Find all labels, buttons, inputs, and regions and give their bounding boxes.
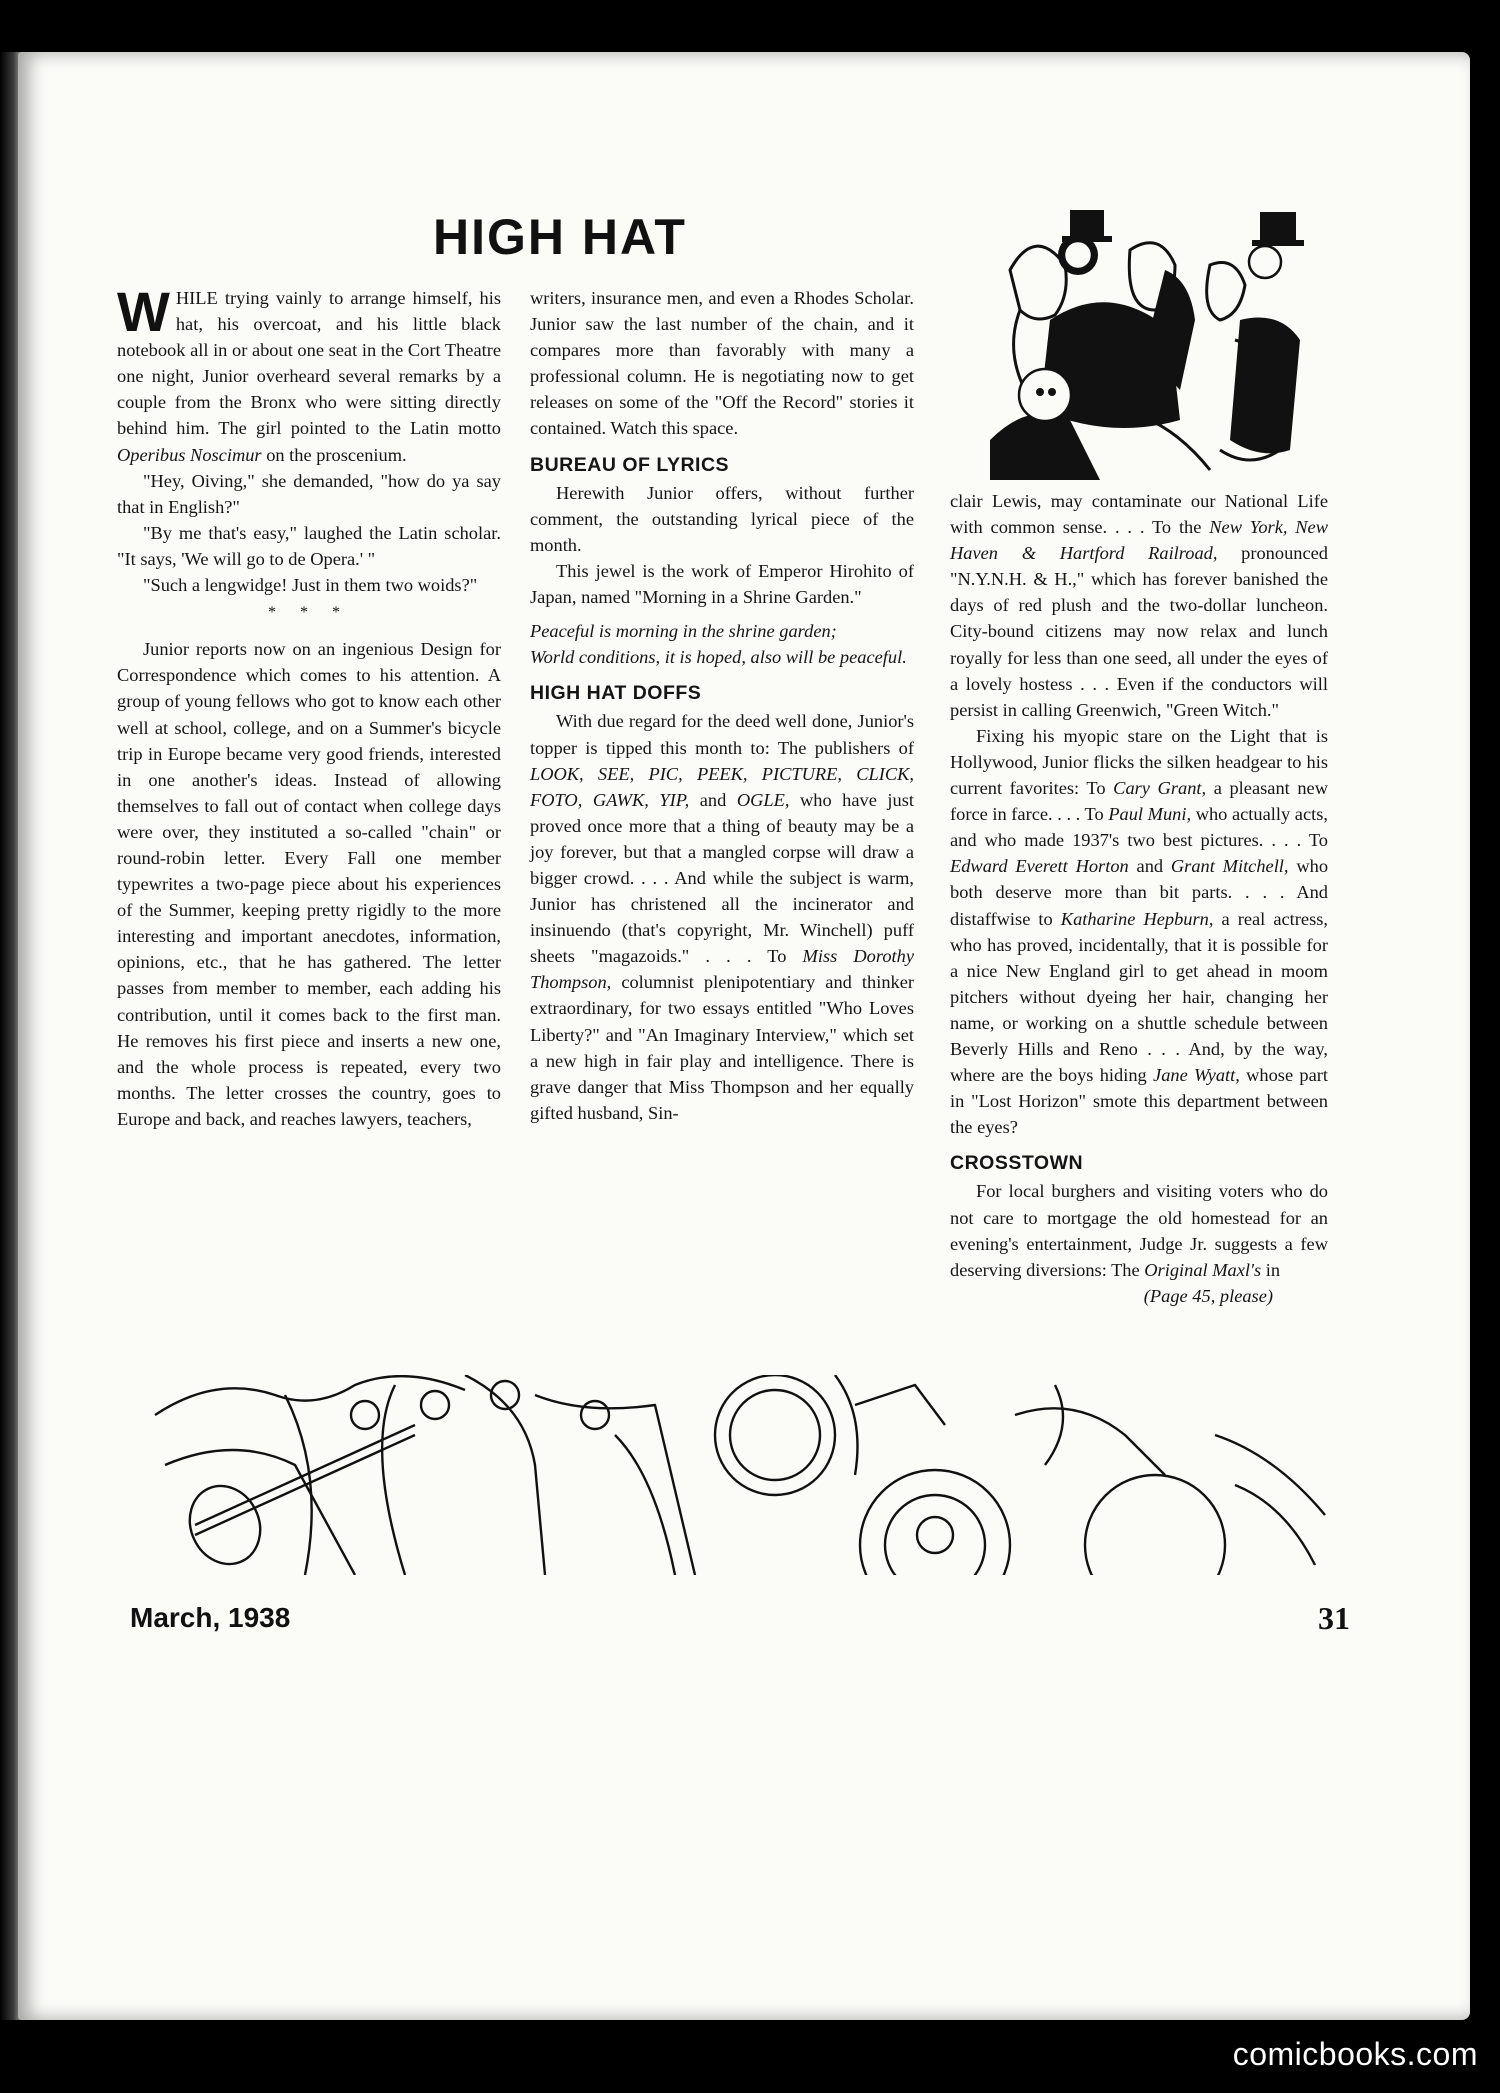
paragraph: With due regard for the deed well done, Junior's topper is tipped this month to: The publishers of LOOK, SEE, PIC, PEEK, PICTURE, CLICK, FOTO, GAWK, YIP, and OGLE, who have just proved once more that a thing of beauty may be a joy forever, but that a mangled corpse will draw a bigger crowd. . . . And while the subject is warm, Junior has christened all the incinerator and insinuendo (that's copyright, Mr. Winchell) puff sheets "magazoids." . . . To Miss Dorothy Thompson, columnist plenipotentiary and thinker extraordinary, for two essays entitled "Who Loves Liberty?" and "An Imaginary Interview," which set a new high in fair play and intelligence. There is grave danger that Miss Thompson and her equally gifted husband, Sin-	[530, 711, 914, 1123]
paragraph: Herewith Junior offers, without further comment, the outstanding lyrical piece of the month.	[530, 482, 914, 555]
paragraph: "Such a lengwidge! Just in them two woids?"	[143, 575, 478, 596]
source-watermark: comicbooks.com	[1232, 2036, 1478, 2072]
section-heading-crosstown: CROSSTOWN	[950, 1152, 1084, 1175]
paragraph: Junior reports now on an ingenious Design for Correspondence which comes to his attention. A group of young fellows who got to know each other well at school, college, and on a Summer's bicycle trip in Europe became very good friends, interested in one another's ideas. Instead of allowing themselves to fall out of contact when college days were over, they instituted a so-called "chain" or round-robin letter. Every Fall one member typewrites a two-page piece about his experiences of the Summer, keeping pretty rigidly to the more interesting and important anecdotes, information, opinions, etc., that he has gathered. The letter passes from member to member, each adding his contribution, until it comes back to the first man. He removes his first piece and inserts a new one, and the whole process is repeated, every two months. The letter crosses the country, goes to Europe and back, and reaches lawyers, teachers,	[117, 639, 501, 1129]
page-title: HIGH HAT	[433, 209, 687, 265]
drop-cap: W	[117, 280, 170, 343]
section-heading-bureau-of-lyrics: BUREAU OF LYRICS	[530, 453, 730, 476]
poem-line: Peaceful is morning in the shrine garden;	[530, 621, 837, 642]
article-column-3	[950, 488, 1328, 1309]
opening-paragraph: WHILE trying vainly to arrange himself, his hat, his overcoat, and his little black notebook all in or about one seat in the Cort Theatre one night, Junior overheard several remarks by a couple from the Bronx who were sitting directly behind him. The girl pointed to the Latin motto Operibus Noscimur on the proscenium.	[117, 280, 501, 465]
continued-page-reference: (Page 45, please)	[1143, 1285, 1273, 1306]
poem-line: World conditions, it is hoped, also will be peaceful.	[530, 647, 907, 668]
paragraph: clair Lewis, may contaminate our National Life with common sense. . . . To the New York, New Haven & Hartford Railroad, pronounced "N.Y.N.H. & H.," which has forever banished the days of red plush and the two-dollar luncheon. City-bound citizens may now relax and lunch royally for less than one seed, all under the eyes of a lovely hostess . . . Even if the conductors will persist in calling Greenwich, "Green Witch."	[950, 491, 1328, 720]
article-column-1	[117, 280, 501, 1132]
section-heading-high-hat-doffs: HIGH HAT DOFFS	[530, 682, 702, 705]
paragraph: For local burghers and visiting voters who do not care to mortgage the old homestead for an evening's entertainment, Judge Jr. suggests a few deserving diversions: The Original Maxl's in	[950, 1181, 1328, 1280]
paragraph: "By me that's easy," laughed the Latin scholar. "It says, 'We will go to de Opera.' "	[117, 522, 501, 569]
section-separator: * * *	[268, 604, 350, 622]
page-number: 31	[1318, 1600, 1350, 1636]
paragraph: "Hey, Oiving," she demanded, "how do ya say that in English?"	[117, 470, 501, 517]
paragraph: Fixing his myopic stare on the Light that is Hollywood, Junior flicks the silken headgear to his current favorites: To Cary Grant, a pleasant new force in farce. . . . To Paul Muni, who actually acts, and who made 1937's two best pictures. . . . To Edward Everett Horton and Grant Mitchell, who both deserve more than bit parts. . . . And distaffwise to Katharine Hepburn, a real actress, who has proved, incidentally, that it is possible for a nice New England girl to get ahead in moom pitchers without dyeing her hair, changing her name, or working on a shuttle schedule between Beverly Hills and Reno . . . And, by the way, where are the boys hiding Jane Wyatt, whose part in "Lost Horizon" smote this department between the eyes?	[950, 725, 1329, 1138]
top-hat-crowd-illustration	[990, 210, 1340, 490]
paragraph: writers, insurance men, and even a Rhodes Scholar. Junior saw the last number of the chain, and it compares more than favorably with many a professional column. He is negotiating now to get releases on some of the "Off the Record" stories it contained. Watch this space.	[530, 288, 914, 439]
article-column-2	[530, 285, 914, 1126]
paragraph: This jewel is the work of Emperor Hirohito of Japan, named "Morning in a Shrine Garden."	[530, 560, 914, 608]
issue-date: March, 1938	[130, 1602, 291, 1633]
band-illustration	[135, 1375, 1375, 1575]
poem	[530, 618, 914, 670]
